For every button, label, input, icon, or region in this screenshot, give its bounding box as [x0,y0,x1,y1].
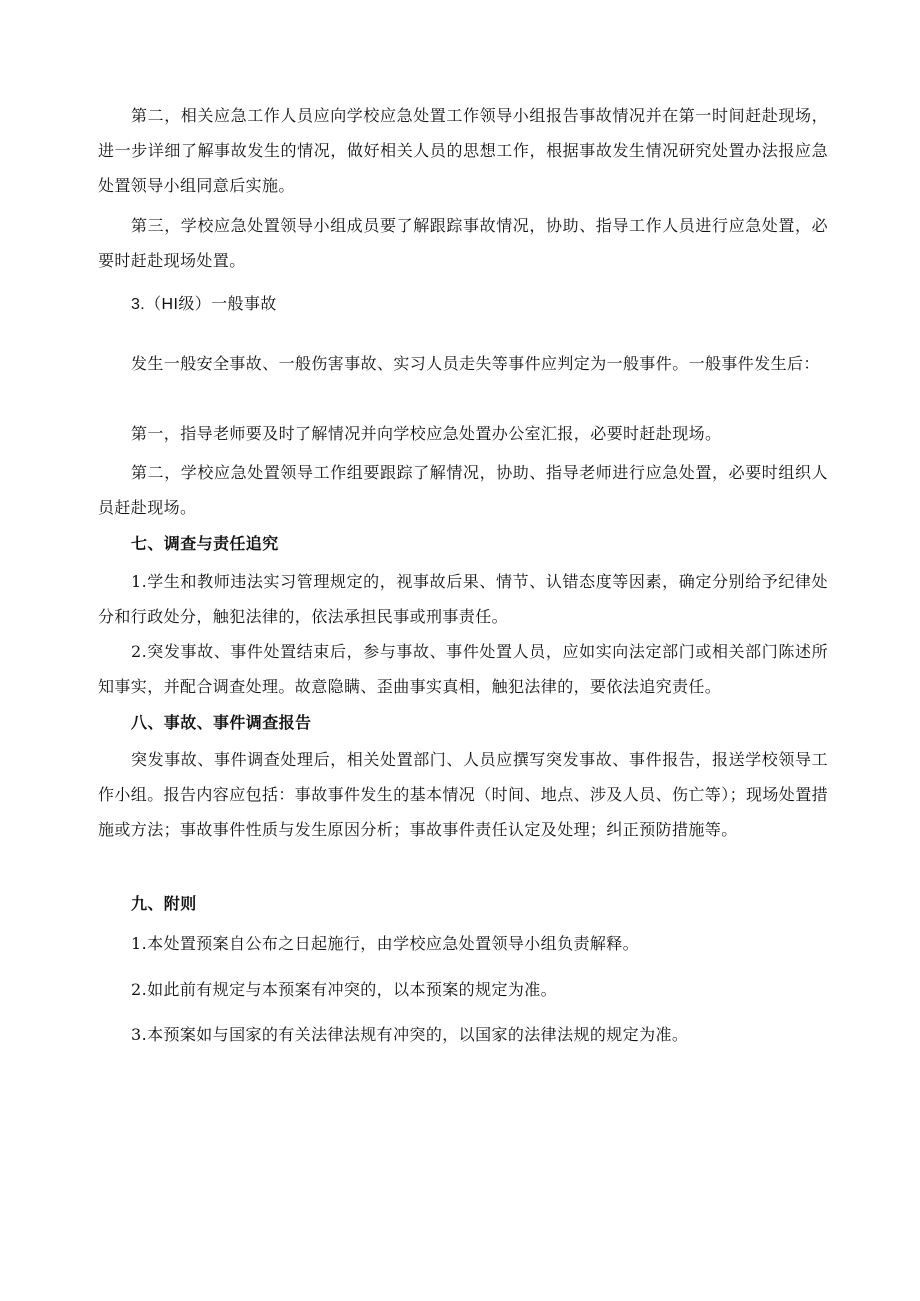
paragraph-general-accident-definition: 发生一般安全事故、一般伤害事故、实习人员走失等事件应判定为一般事件。一般事件发生后： [131,354,820,373]
paragraph-report-third: 第三，学校应急处置领导小组成员要了解跟踪事故情况，协助、指导工作人员进行应急处置，必要时赶赴现场处置。 [98,216,828,270]
heading-report: 八、事故、事件调查报告 [131,713,312,732]
appendix-item-3: 3.本预案如与国家的有关法律法规有冲突的，以国家的法律法规的规定为准。 [131,1025,689,1044]
appendix-item-2: 2.如此前有规定与本预案有冲突的，以本预案的规定为准。 [131,980,558,999]
paragraph-report-content: 突发事故、事件调查处理后，相关处置部门、人员应撰写突发事故、事件报告，报送学校领导工作小组。报告内容应包括：事故事件发生的基本情况（时间、地点、涉及人员、伤亡等）；现场处置措施或方法；事故事件性质与发生原因分析；事故事件责任认定及处理；纠正预防措施等。 [98,750,829,839]
paragraph-investigation-1: 1.学生和教师违法实习管理规定的，视事故后果、情节、认错态度等因素，确定分别给予纪律处分和行政处分，触犯法律的，依法承担民事或刑事责任。 [98,572,828,626]
paragraph-general-second: 第二，学校应急处置领导工作组要跟踪了解情况，协助、指导老师进行应急处置，必要时组织人员赶赴现场。 [98,463,828,517]
heading-investigation: 七、调查与责任追究 [131,534,279,553]
subheading-general-accident: 3.（HI级）一般事故 [131,296,277,313]
paragraph-report-second: 第二，相关应急工作人员应向学校应急处置工作领导小组报告事故情况并在第一时间赶赴现场，进一步详细了解事故发生的情况，做好相关人员的思想工作，根据事故发生情况研究处置办法报应急处置领导小组同意后实施。 [98,106,828,195]
paragraph-investigation-2: 2.突发事故、事件处置结束后，参与事故、事件处置人员，应如实向法定部门或相关部门陈述所知事实，并配合调查处理。故意隐瞒、歪曲事实真相，触犯法律的，要依法追究责任。 [98,642,828,696]
appendix-item-1: 1.本处置预案自公布之日起施行，由学校应急处置领导小组负责解释。 [131,934,640,953]
heading-appendix: 九、附则 [131,894,197,913]
paragraph-general-first: 第一，指导老师要及时了解情况并向学校应急处置办公室汇报，必要时赶赴现场。 [131,424,722,443]
